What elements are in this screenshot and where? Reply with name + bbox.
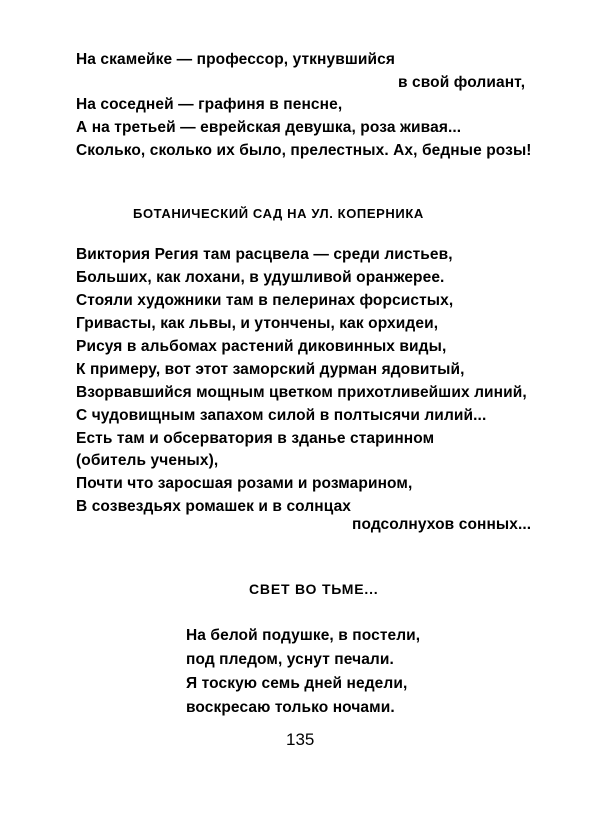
poem-line: А на третьей — еврейская девушка, роза живая... [76,119,462,136]
poem-line: под пледом, уснут печали. [186,651,394,668]
poem-line: Гривасты, как львы, и утончены, как орхидеи, [76,315,439,332]
poem-line: С чудовищным запахом силой в полтысячи лилий... [76,407,487,424]
poem-line: На соседней — графиня в пенсне, [76,96,343,113]
poem-line: На белой подушке, в постели, [186,627,421,644]
poem-line: Больших, как лохани, в удушливой оранжерее. [76,269,445,286]
poem-line: воскресаю только ночами. [186,699,395,716]
poem-line: Я тоскую семь дней недели, [186,675,408,692]
poem-line: К примеру, вот этот заморский дурман ядовитый, [76,361,465,378]
poem-line: На скамейке — профессор, уткнувшийся [76,51,395,68]
poem-line: подсолнухов сонных... [352,516,532,533]
poem-line: (обитель ученых), [76,452,219,469]
poem-line: Сколько, сколько их было, прелестных. Ах, бедные розы! [76,142,532,159]
poem-line: В созвездьях ромашек и в солнцах [76,498,352,515]
poem-line: Стояли художники там в пелеринах форсистых, [76,292,454,309]
poem-line: Рисуя в альбомах растений диковинных виды, [76,338,447,355]
poem-line: Почти что заросшая розами и розмарином, [76,475,413,492]
poem-title: СВЕТ ВО ТЬМЕ... [249,581,379,597]
poem-line: Есть там и обсерватория в зданье старинном [76,430,435,447]
poem-title: БОТАНИЧЕСКИЙ САД НА УЛ. КОПЕРНИКА [133,206,424,221]
poem-line: Виктория Регия там расцвела — среди листьев, [76,246,453,263]
page-number: 135 [286,730,315,749]
poem-line: Взорвавшийся мощным цветком прихотливейших линий, [76,384,527,401]
poem-line: в свой фолиант, [398,74,526,91]
